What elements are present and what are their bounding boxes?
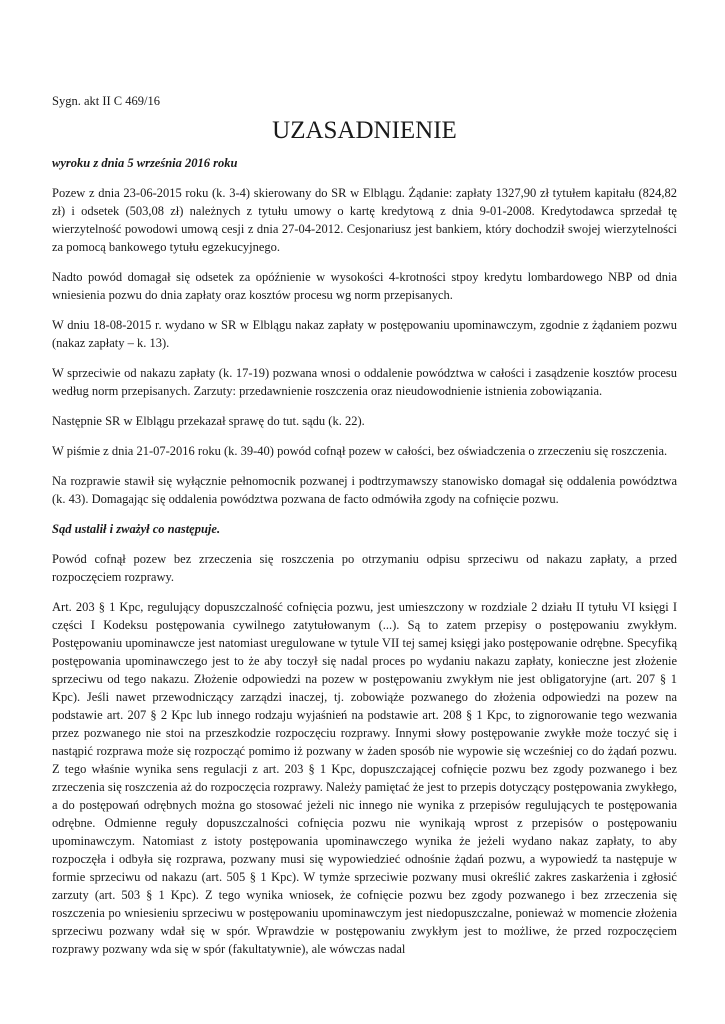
paragraph-payment-order: W dniu 18-08-2015 r. wydano w SR w Elblągu nakaz zapłaty w postępowaniu upominawczym, zgodnie z żądaniem pozwu (nakaz zapłaty – k. 13). bbox=[52, 318, 677, 350]
document-subtitle: wyroku z dnia 5 września 2016 roku bbox=[52, 156, 238, 170]
paragraph-interest: Nadto powód domagał się odsetek za opóźnienie w wysokości 4-krotności stpoy kredytu lombardowego NBP od dnia wniesienia pozwu do dnia zapłaty oraz kosztów procesu wg norm przepisanych. bbox=[52, 270, 677, 302]
paragraph-transfer: Następnie SR w Elblągu przekazał sprawę do tut. sądu (k. 22). bbox=[52, 414, 365, 428]
case-signature: Sygn. akt II C 469/16 bbox=[52, 94, 160, 108]
paragraph-legal-analysis: Art. 203 § 1 Kpc, regulujący dopuszczalność cofnięcia pozwu, jest umieszczony w rozdziale 2 działu II tytułu VI księgi I części I Kodeksu postępowania cywilnego zatytułowanym (...). Są to zatem przepisy o postępowaniu zwykłym. Postępowaniu upominawcze jest natomiast uregulowane w tytule VII tej samej księgi jako postępowanie odrębne. Specyfiką postępowania upominawczego jest to że aby toczył się nadal proces po wydaniu nakazu zapłaty, konieczne jest złożenie sprzeciwu od tego nakazu. Złożenie odpowiedzi na pozew w postępowaniu zwykłym nie jest obligatoryjne (art. 207 § 1 Kpc). Jeśli nawet przewodniczący zarządzi inaczej, tj. zobowiąże pozwanego do złożenia odpowiedzi na pozew na podstawie art. 207 § 2 Kpc lub innego rodzaju wyjaśnień na podstawie art. 208 § 1 Kpc, to zignorowanie tego wezwania przez pozwanego nie stoi na przeszkodzie rozpoczęciu rozprawy. Innymi słowy postępowanie zwykłe może toczyć się i nastąpić rozprawa może się rozpocząć pomimo iż pozwany w żaden sposób nie wypowie się wcześniej co do żądań pozwu. Z tego właśnie wynika sens regulacji z art. 203 § 1 Kpc, dopuszczającej cofnięcie pozwu bez zgody pozwanego i bez zrzeczenia się roszczenia aż do rozpoczęcia rozprawy. Należy pamiętać że jest to przepis dotyczący postępowania zwykłego, a do postępowań odrębnych można go stosować jeżeli nic innego nie wynika z przepisów regulujących te postępowania odrębne. Odmienne reguły dopuszczalności cofnięcia pozwu nie wynikają wprost z przepisów o postępowaniu upominawczym. Natomiast z istoty postępowania upominawczego wynika że jeżeli wydano nakaz zapłaty, to aby rozpoczęła i odbyła się rozprawa, pozwany musi się wypowiedzieć odnośnie żądań pozwu, a wypowiedź ta następuje w formie sprzeciwu od nakazu (art. 505 § 1 Kpc). W tymże sprzeciwie pozwany musi określić zakres zaskarżenia i zgłosić zarzuty (art. 503 § 1 Kpc). Z tego wynika wniosek, że cofnięcie pozwu bez zgody pozwanego i bez zrzeczenia się roszczenia po wniesieniu sprzeciwu w postępowaniu upominawczym jest niedopuszczalne, ponieważ w momencie złożenia sprzeciwu pozwany wdał się w spór. Wprawdzie w postępowaniu zwykłym jest to możliwe, że przed rozpoczęciem rozprawy pozwany wda się w spór (fakultatywnie), ale wówczas nadal bbox=[52, 600, 677, 956]
paragraph-claim: Pozew z dnia 23-06-2015 roku (k. 3-4) skierowany do SR w Elblągu. Żądanie: zapłaty 1327,90 zł tytułem kapitału (824,82 zł) i odsetek (503,08 zł) należnych z tytułu umowy o kartę kredytową z dnia 9-01-2008. Kredytodawca sprzedał tę wierzytelność powodowi umową cesji z dnia 27-04-2012. Cesjonariusz jest bankiem, który dochodził swojej wierzytelności za pomocą bankowego tytułu egzekucyjnego. bbox=[52, 186, 677, 254]
section-heading: Sąd ustalił i zważył co następuje. bbox=[52, 522, 221, 536]
document-title: UZASADNIENIE bbox=[272, 117, 457, 144]
document-page bbox=[52, 92, 677, 970]
paragraph-finding: Powód cofnął pozew bez zrzeczenia się roszczenia po otrzymaniu odpisu sprzeciwu od nakazu zapłaty, a przed rozpoczęciem rozprawy. bbox=[52, 552, 677, 584]
paragraph-withdrawal: W piśmie z dnia 21-07-2016 roku (k. 39-40) powód cofnął pozew w całości, bez oświadczenia o zrzeczeniu się roszczenia. bbox=[52, 444, 668, 458]
paragraph-objection: W sprzeciwie od nakazu zapłaty (k. 17-19) pozwana wnosi o oddalenie powództwa w całości i zasądzenie kosztów procesu według norm przepisanych. Zarzuty: przedawnienie roszczenia oraz nieudowodnienie istnienia zobowiązania. bbox=[52, 366, 677, 398]
paragraph-hearing: Na rozprawie stawił się wyłącznie pełnomocnik pozwanej i podtrzymawszy stanowisko domagał się oddalenia powództwa (k. 43). Domagając się oddalenia powództwa pozwana de facto odmówiła zgody na cofnięcie pozwu. bbox=[52, 474, 677, 506]
